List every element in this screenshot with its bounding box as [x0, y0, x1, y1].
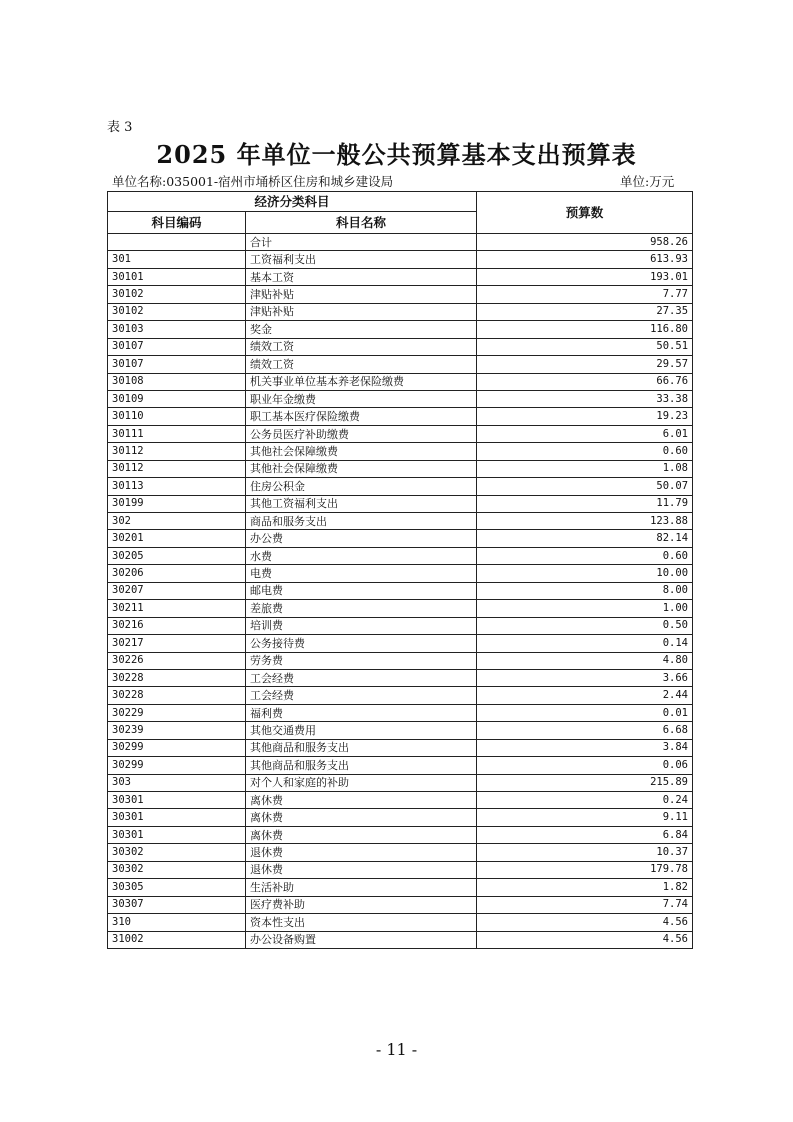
- name-cell: 离休费: [246, 826, 477, 843]
- amount-cell: 613.93: [477, 251, 693, 268]
- code-cell: 30102: [108, 303, 246, 320]
- name-cell: 离休费: [246, 809, 477, 826]
- name-cell: 培训费: [246, 617, 477, 634]
- name-cell: 对个人和家庭的补助: [246, 774, 477, 791]
- table-row: [108, 722, 693, 739]
- name-cell: 医疗费补助: [246, 896, 477, 913]
- amount-cell: 3.66: [477, 669, 693, 686]
- amount-cell: 4.56: [477, 931, 693, 948]
- code-cell: 30217: [108, 635, 246, 652]
- amount-cell: 0.60: [477, 547, 693, 564]
- header-economic-classification: 经济分类科目: [108, 192, 477, 212]
- code-cell: 30109: [108, 390, 246, 407]
- amount-cell: 193.01: [477, 268, 693, 285]
- name-cell: 绩效工资: [246, 338, 477, 355]
- amount-cell: 4.56: [477, 914, 693, 931]
- table-row: [108, 234, 693, 251]
- budget-table: [107, 191, 693, 949]
- name-cell: 劳务费: [246, 652, 477, 669]
- table-row: [108, 826, 693, 843]
- table-row: [108, 321, 693, 338]
- code-cell: 30107: [108, 356, 246, 373]
- amount-cell: 0.14: [477, 635, 693, 652]
- code-cell: 30228: [108, 669, 246, 686]
- name-cell: 电费: [246, 565, 477, 582]
- table-row: [108, 687, 693, 704]
- name-cell: 其他工资福利支出: [246, 495, 477, 512]
- code-cell: 30216: [108, 617, 246, 634]
- table-row: [108, 425, 693, 442]
- amount-cell: 6.68: [477, 722, 693, 739]
- amount-cell: 10.00: [477, 565, 693, 582]
- code-cell: 30199: [108, 495, 246, 512]
- name-cell: 其他商品和服务支出: [246, 757, 477, 774]
- table-row: [108, 251, 693, 268]
- page-number: - 11 -: [375, 1040, 418, 1059]
- code-cell: 30302: [108, 844, 246, 861]
- table-row: [108, 669, 693, 686]
- name-cell: 绩效工资: [246, 356, 477, 373]
- amount-cell: 50.07: [477, 478, 693, 495]
- amount-cell: 0.06: [477, 757, 693, 774]
- code-cell: 30107: [108, 338, 246, 355]
- amount-cell: 3.84: [477, 739, 693, 756]
- name-cell: 其他交通费用: [246, 722, 477, 739]
- code-cell: 30102: [108, 286, 246, 303]
- code-cell: 30301: [108, 826, 246, 843]
- name-cell: 其他社会保障缴费: [246, 443, 477, 460]
- code-cell: 30299: [108, 739, 246, 756]
- code-cell: 30305: [108, 879, 246, 896]
- amount-cell: 7.74: [477, 896, 693, 913]
- amount-cell: 19.23: [477, 408, 693, 425]
- table-row: [108, 809, 693, 826]
- code-cell: 30205: [108, 547, 246, 564]
- amount-cell: 958.26: [477, 234, 693, 251]
- code-cell: 30113: [108, 478, 246, 495]
- amount-cell: 0.01: [477, 704, 693, 721]
- table-row: [108, 704, 693, 721]
- table-row: [108, 565, 693, 582]
- amount-cell: 29.57: [477, 356, 693, 373]
- table-row: [108, 443, 693, 460]
- amount-cell: 7.77: [477, 286, 693, 303]
- code-cell: 30207: [108, 582, 246, 599]
- name-cell: 机关事业单位基本养老保险缴费: [246, 373, 477, 390]
- table-row: [108, 495, 693, 512]
- table-row: [108, 356, 693, 373]
- code-cell: 310: [108, 914, 246, 931]
- code-cell: 30307: [108, 896, 246, 913]
- code-cell: 30111: [108, 425, 246, 442]
- name-cell: 基本工资: [246, 268, 477, 285]
- table-row: [108, 286, 693, 303]
- name-cell: 工资福利支出: [246, 251, 477, 268]
- amount-cell: 0.50: [477, 617, 693, 634]
- name-cell: 工会经费: [246, 687, 477, 704]
- amount-cell: 50.51: [477, 338, 693, 355]
- code-cell: 30112: [108, 443, 246, 460]
- table-row: [108, 914, 693, 931]
- amount-cell: 0.24: [477, 792, 693, 809]
- table-row: [108, 861, 693, 878]
- code-cell: 31002: [108, 931, 246, 948]
- name-cell: 办公设备购置: [246, 931, 477, 948]
- code-cell: 30301: [108, 792, 246, 809]
- table-row: [108, 739, 693, 756]
- name-cell: 福利费: [246, 704, 477, 721]
- amount-cell: 116.80: [477, 321, 693, 338]
- name-cell: 退休费: [246, 861, 477, 878]
- table-row: [108, 617, 693, 634]
- code-cell: 30302: [108, 861, 246, 878]
- amount-cell: 123.88: [477, 513, 693, 530]
- name-cell: 奖金: [246, 321, 477, 338]
- table-body: [108, 234, 693, 949]
- table-row: [108, 408, 693, 425]
- code-cell: 30112: [108, 460, 246, 477]
- amount-cell: 6.01: [477, 425, 693, 442]
- code-cell: 30108: [108, 373, 246, 390]
- name-cell: 差旅费: [246, 600, 477, 617]
- table-label: 表 3: [107, 120, 133, 135]
- name-cell: 职业年金缴费: [246, 390, 477, 407]
- code-cell: 30103: [108, 321, 246, 338]
- name-cell: 水费: [246, 547, 477, 564]
- table-row: [108, 460, 693, 477]
- name-cell: 生活补助: [246, 879, 477, 896]
- amount-cell: 8.00: [477, 582, 693, 599]
- header-budget-amount: 预算数: [477, 192, 693, 234]
- header-subject-name: 科目名称: [246, 212, 477, 234]
- table-row: [108, 652, 693, 669]
- name-cell: 津贴补贴: [246, 286, 477, 303]
- name-cell: 合计: [246, 234, 477, 251]
- name-cell: 公务接待费: [246, 635, 477, 652]
- table-row: [108, 582, 693, 599]
- amount-cell: 9.11: [477, 809, 693, 826]
- table-row: [108, 844, 693, 861]
- code-cell: 30206: [108, 565, 246, 582]
- code-cell: 30211: [108, 600, 246, 617]
- amount-cell: 1.82: [477, 879, 693, 896]
- table-row: [108, 635, 693, 652]
- code-cell: 30228: [108, 687, 246, 704]
- name-cell: 住房公积金: [246, 478, 477, 495]
- amount-cell: 1.08: [477, 460, 693, 477]
- code-cell: 30201: [108, 530, 246, 547]
- code-cell: 302: [108, 513, 246, 530]
- code-cell: 30239: [108, 722, 246, 739]
- code-cell: 301: [108, 251, 246, 268]
- amount-cell: 11.79: [477, 495, 693, 512]
- amount-cell: 27.35: [477, 303, 693, 320]
- table-row: [108, 757, 693, 774]
- table-row: [108, 896, 693, 913]
- name-cell: 退休费: [246, 844, 477, 861]
- amount-cell: 66.76: [477, 373, 693, 390]
- table-row: [108, 792, 693, 809]
- code-cell: 30229: [108, 704, 246, 721]
- name-cell: 邮电费: [246, 582, 477, 599]
- name-cell: 离休费: [246, 792, 477, 809]
- amount-cell: 2.44: [477, 687, 693, 704]
- amount-cell: 0.60: [477, 443, 693, 460]
- code-cell: 30101: [108, 268, 246, 285]
- table-row: [108, 600, 693, 617]
- amount-cell: 33.38: [477, 390, 693, 407]
- name-cell: 工会经费: [246, 669, 477, 686]
- name-cell: 其他商品和服务支出: [246, 739, 477, 756]
- table-row: [108, 478, 693, 495]
- table-row: [108, 774, 693, 791]
- code-cell: 30226: [108, 652, 246, 669]
- table-row: [108, 373, 693, 390]
- amount-cell: 6.84: [477, 826, 693, 843]
- code-cell: [108, 234, 246, 251]
- name-cell: 其他社会保障缴费: [246, 460, 477, 477]
- table-row: [108, 547, 693, 564]
- page-title: 2025 年单位一般公共预算基本支出预算表: [156, 140, 637, 169]
- name-cell: 津贴补贴: [246, 303, 477, 320]
- unit-currency: 单位:万元: [620, 174, 675, 189]
- amount-cell: 215.89: [477, 774, 693, 791]
- table-row: [108, 390, 693, 407]
- name-cell: 职工基本医疗保险缴费: [246, 408, 477, 425]
- unit-name: 单位名称:035001-宿州市埇桥区住房和城乡建设局: [112, 174, 394, 189]
- code-cell: 30301: [108, 809, 246, 826]
- table-row: [108, 338, 693, 355]
- name-cell: 资本性支出: [246, 914, 477, 931]
- table-row: [108, 879, 693, 896]
- table-row: [108, 530, 693, 547]
- table-row: [108, 268, 693, 285]
- name-cell: 办公费: [246, 530, 477, 547]
- amount-cell: 82.14: [477, 530, 693, 547]
- amount-cell: 179.78: [477, 861, 693, 878]
- amount-cell: 1.00: [477, 600, 693, 617]
- name-cell: 公务员医疗补助缴费: [246, 425, 477, 442]
- table-row: [108, 513, 693, 530]
- table-row: [108, 931, 693, 948]
- amount-cell: 10.37: [477, 844, 693, 861]
- table-row: [108, 303, 693, 320]
- code-cell: 303: [108, 774, 246, 791]
- code-cell: 30110: [108, 408, 246, 425]
- code-cell: 30299: [108, 757, 246, 774]
- name-cell: 商品和服务支出: [246, 513, 477, 530]
- header-subject-code: 科目编码: [108, 212, 246, 234]
- amount-cell: 4.80: [477, 652, 693, 669]
